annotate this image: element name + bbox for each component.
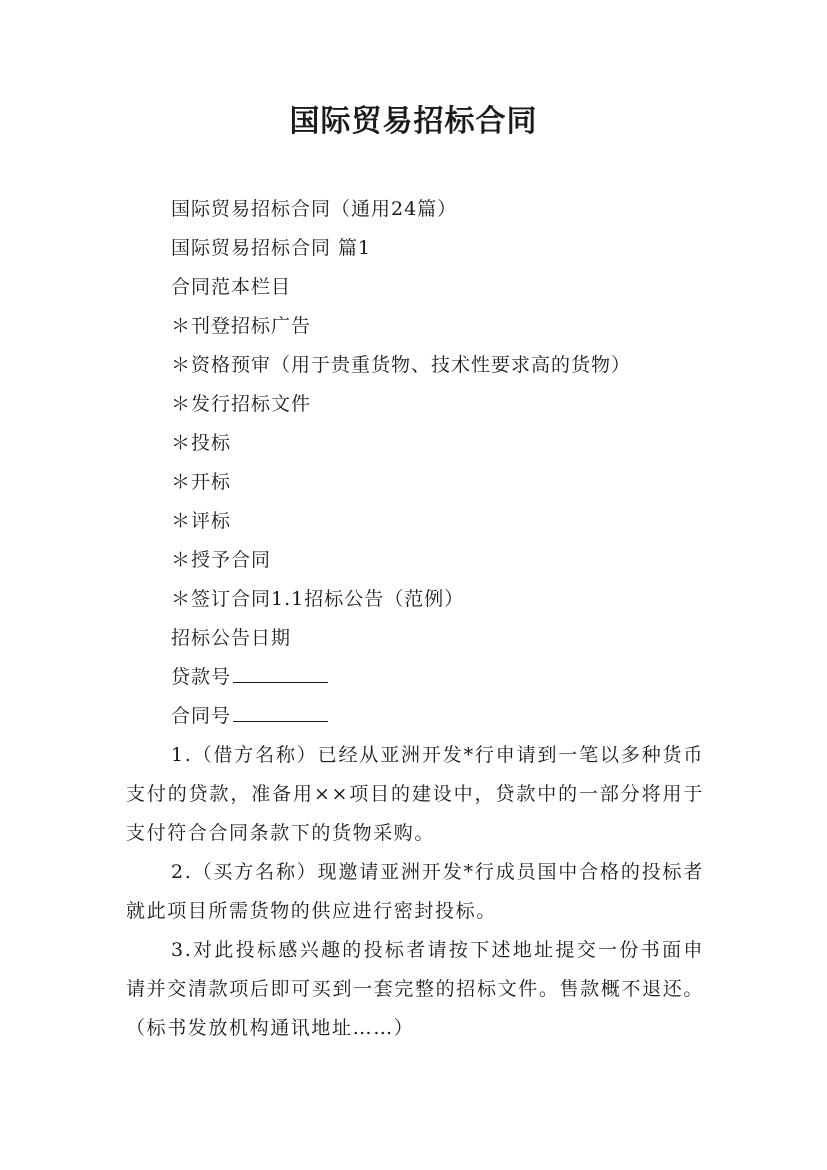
document-body [126, 190, 704, 1048]
document-title: 国际贸易招标合同 [289, 104, 538, 139]
list-item: ＊授予合同 [171, 549, 272, 571]
paragraph-3: 3.对此投标感兴趣的投标者请按下述地址提交一份书面申请并交清款项后即可买到一套完整的招标文件。售款概不退还。（标书发放机构通讯地址……） [126, 939, 704, 1039]
list-item: ＊开标 [171, 471, 232, 493]
chapter-heading: 国际贸易招标合同 篇1 [171, 237, 372, 259]
loan-number-blank [233, 662, 328, 683]
loan-number-label: 贷款号 [171, 666, 232, 688]
contract-number-line [126, 697, 704, 736]
notice-date-label: 招标公告日期 [171, 627, 292, 649]
loan-number-line [126, 658, 704, 697]
list-item: ＊签订合同1.1招标公告（范例） [171, 588, 465, 610]
contract-number-label: 合同号 [171, 705, 232, 727]
list-item: ＊投标 [171, 432, 232, 454]
contract-number-blank [233, 701, 328, 722]
list-item: ＊发行招标文件 [171, 393, 312, 415]
section-label: 合同范本栏目 [171, 276, 292, 298]
list-item: ＊刊登招标广告 [171, 315, 312, 337]
paragraph-2: 2.（买方名称）现邀请亚洲开发*行成员国中合格的投标者就此项目所需货物的供应进行密封投标。 [126, 861, 704, 922]
subtitle-line: 国际贸易招标合同（通用24篇） [171, 198, 458, 220]
list-item: ＊评标 [171, 510, 232, 532]
list-item: ＊资格预审（用于贵重货物、技术性要求高的货物） [171, 354, 632, 376]
paragraph-1: 1.（借方名称）已经从亚洲开发*行申请到一笔以多种货币支付的贷款，准备用××项目的建设中，贷款中的一部分将用于支付符合合同条款下的货物采购。 [126, 744, 704, 844]
